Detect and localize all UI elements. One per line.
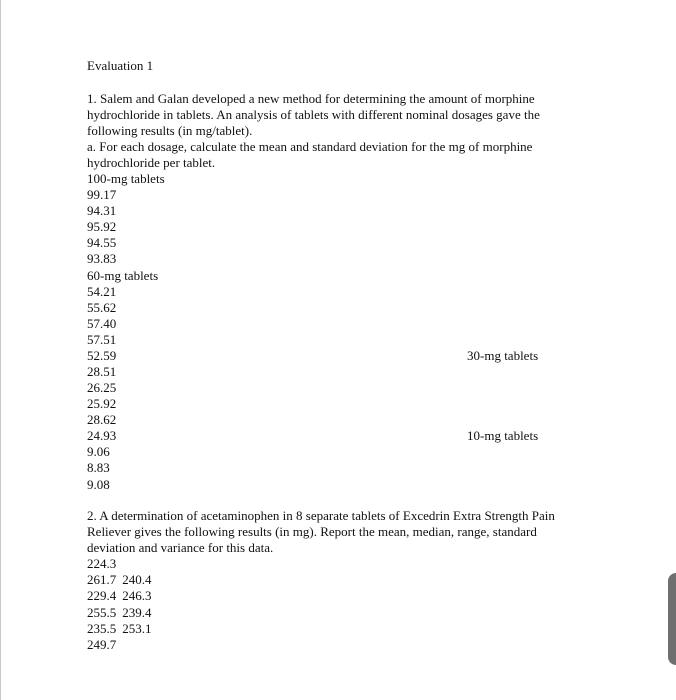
evaluation-title: Evaluation 1 (87, 58, 154, 73)
q1-value: 9.06 (87, 444, 110, 459)
q2-value: 239.4 (122, 605, 152, 620)
q2-value: 240.4 (122, 572, 152, 587)
page-left-border (0, 0, 1, 700)
q1-text-line-5: hydrochloride per tablet. (87, 155, 216, 170)
q1-value: 55.62 (87, 300, 117, 315)
q1-value: 94.31 (87, 203, 117, 218)
q2-value-row (87, 588, 152, 604)
q2-value: 249.7 (87, 637, 117, 652)
q1-value: 93.83 (87, 251, 117, 266)
label-30mg-tablets: 30-mg tablets (467, 348, 539, 363)
q2-value: 229.4 (87, 588, 117, 603)
q1-text-line-1: 1. Salem and Galan developed a new method for determining the amount of morphine (87, 91, 535, 106)
q1-value: 57.40 (87, 316, 117, 331)
q2-value: 246.3 (122, 588, 152, 603)
q2-value: 261.7 (87, 572, 117, 587)
q2-value-row (87, 572, 152, 588)
label-10mg-tablets: 10-mg tablets (467, 428, 539, 443)
q1-text-line-4: a. For each dosage, calculate the mean and standard deviation for the mg of morphine (87, 139, 533, 154)
q1-text-line-2: hydrochloride in tablets. An analysis of tablets with different nominal dosages gave the (87, 107, 540, 122)
q1-value: 52.59 (87, 348, 117, 363)
q2-value-row (87, 621, 152, 637)
scroll-handle[interactable] (668, 573, 676, 665)
q2-value: 224.3 (87, 556, 117, 571)
q1-text-line-3: following results (in mg/tablet). (87, 123, 253, 138)
q2-text-line-2: Reliever gives the following results (in mg). Report the mean, median, range, standard (87, 524, 537, 539)
q1-value: 95.92 (87, 219, 117, 234)
q1-value: 26.25 (87, 380, 117, 395)
q2-value-row (87, 605, 152, 621)
q1-value: 57.51 (87, 332, 117, 347)
q2-text-line-3: deviation and variance for this data. (87, 540, 274, 555)
label-60mg-tablets: 60-mg tablets (87, 268, 159, 283)
q1-value: 8.83 (87, 460, 110, 475)
q1-value: 28.51 (87, 364, 117, 379)
q2-value: 235.5 (87, 621, 117, 636)
q1-value: 94.55 (87, 235, 117, 250)
q2-text-line-1: 2. A determination of acetaminophen in 8 separate tablets of Excedrin Extra Strength Pain (87, 508, 555, 523)
q2-value: 255.5 (87, 605, 117, 620)
q1-value: 24.93 (87, 428, 117, 443)
q1-value: 28.62 (87, 412, 117, 427)
q2-value: 253.1 (122, 621, 152, 636)
q1-value: 9.08 (87, 477, 110, 492)
label-100mg-tablets: 100-mg tablets (87, 171, 165, 186)
q1-value: 54.21 (87, 284, 117, 299)
q1-value: 25.92 (87, 396, 117, 411)
q1-value: 99.17 (87, 187, 117, 202)
